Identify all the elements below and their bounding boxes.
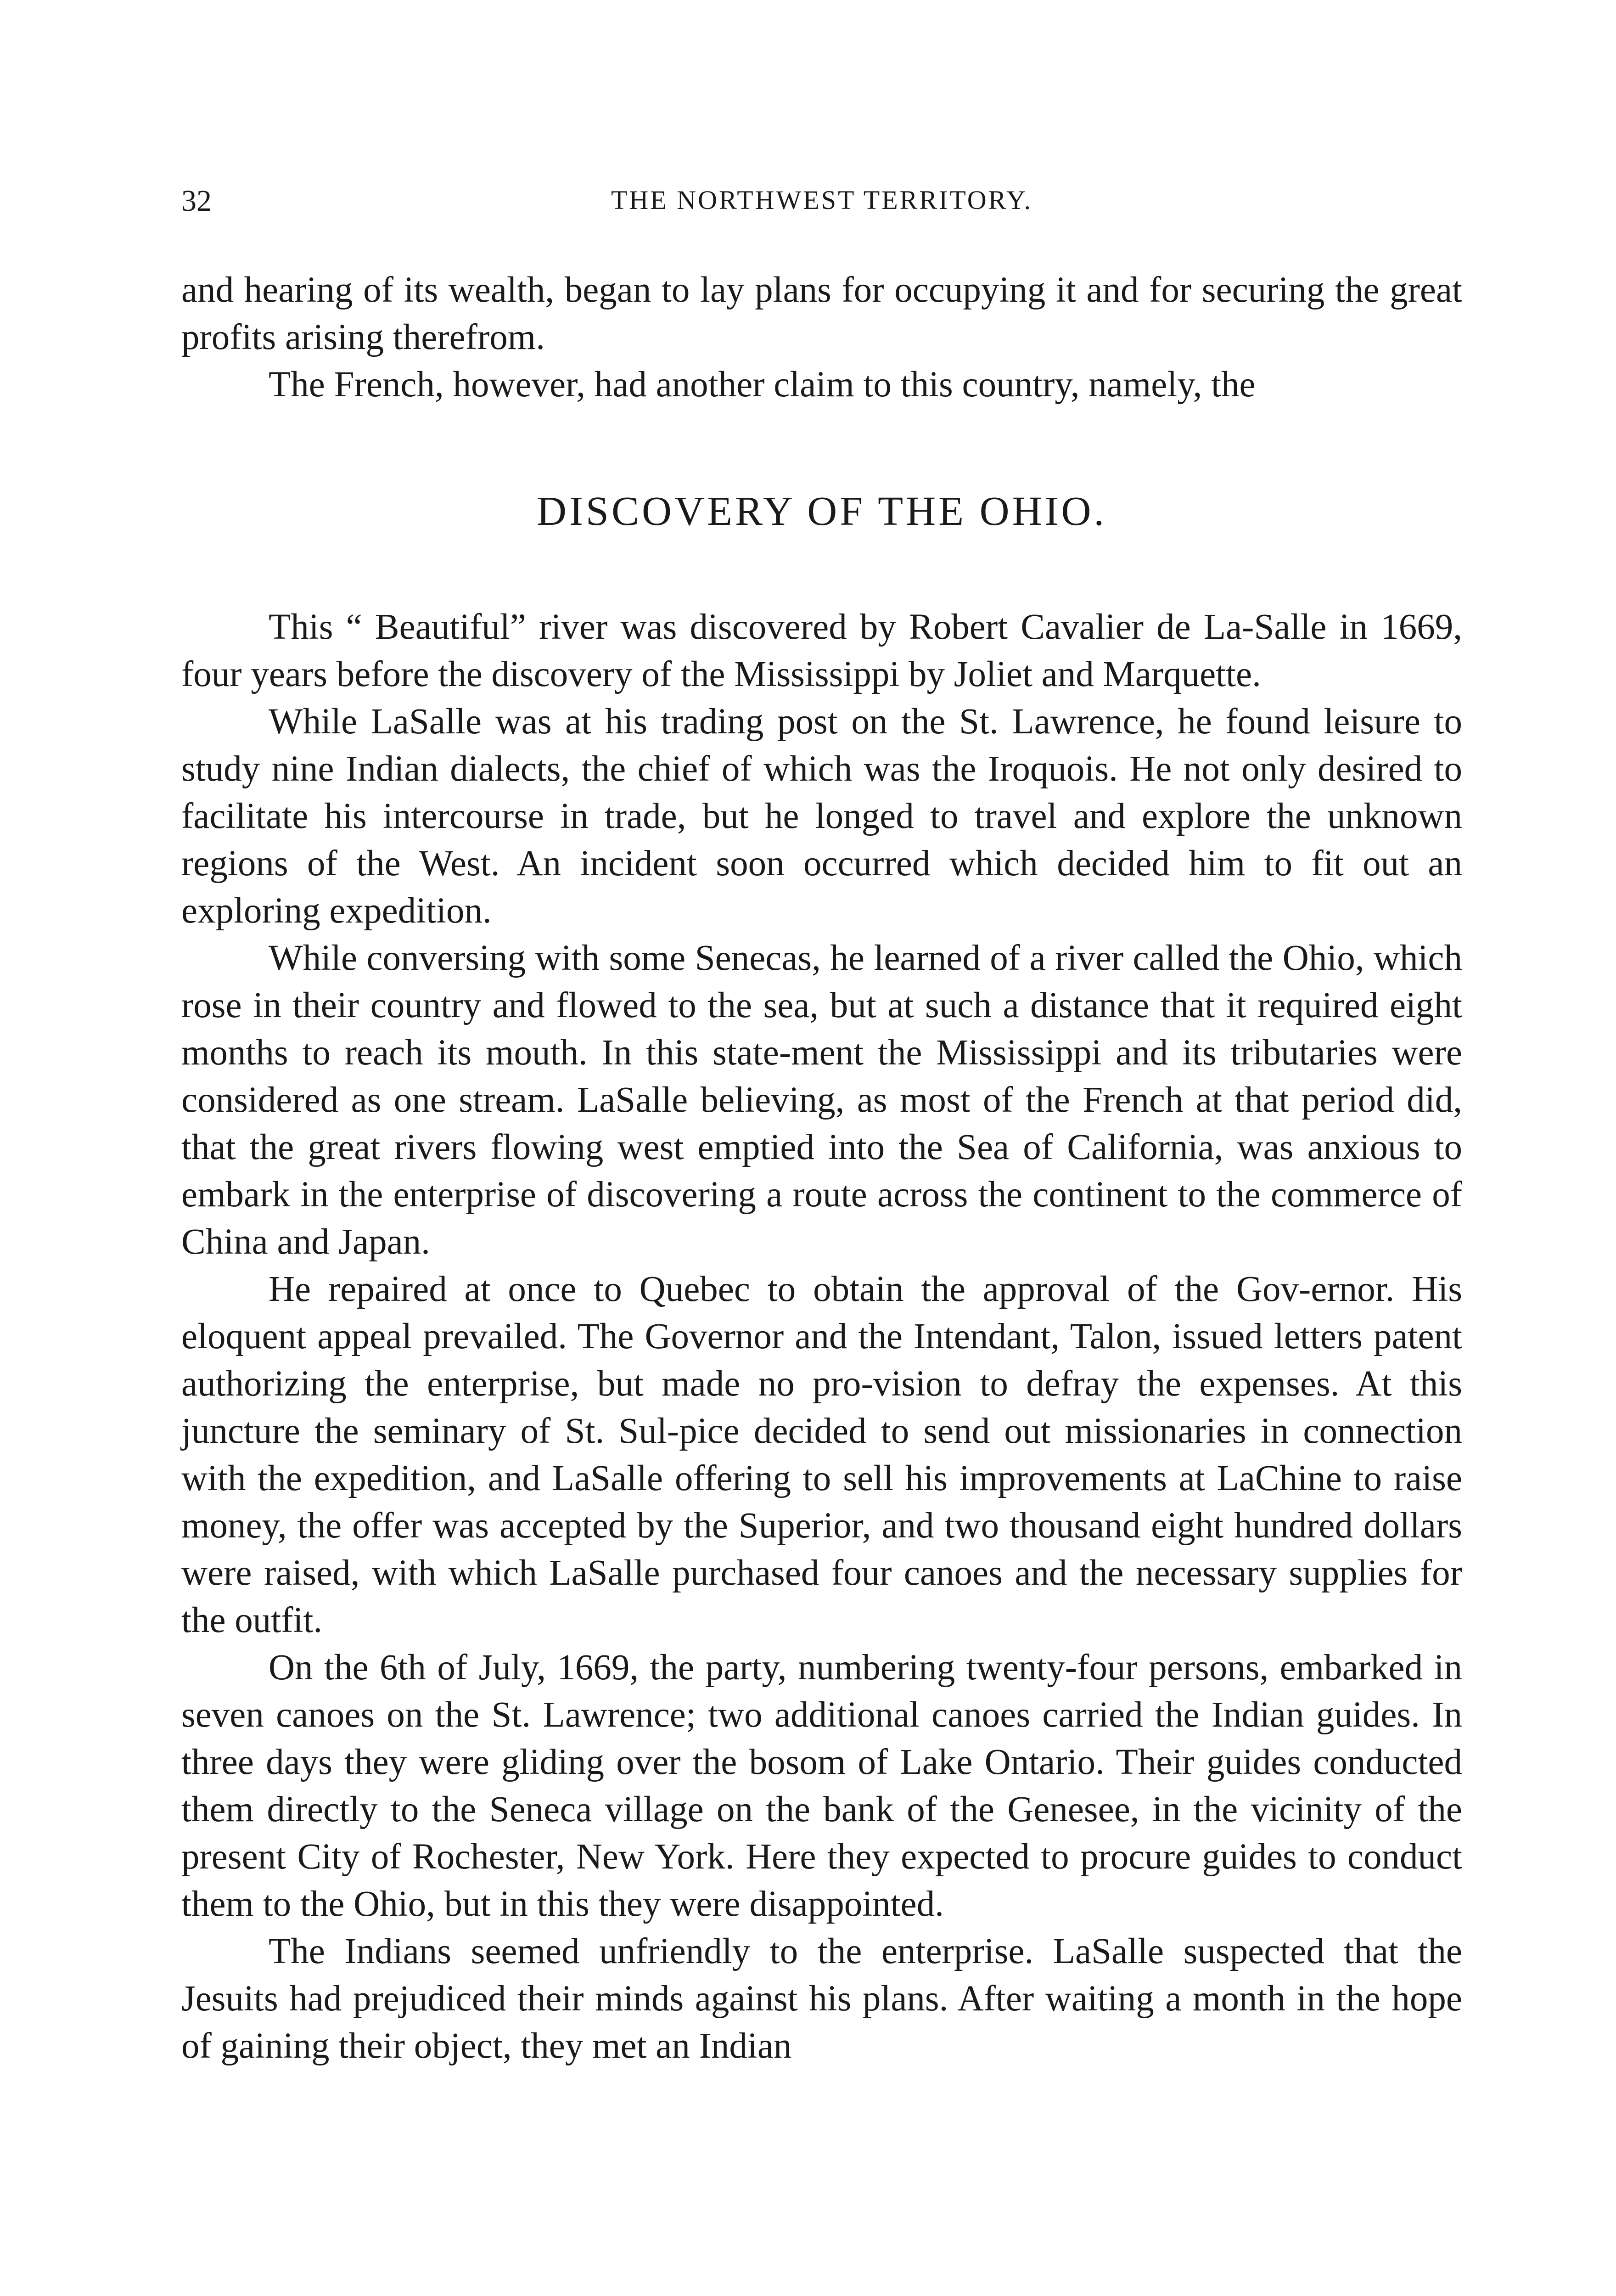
page-number: 32 (181, 184, 212, 218)
running-title: THE NORTHWEST TERRITORY. (611, 185, 1032, 215)
paragraph: He repaired at once to Quebec to obtain the approval of the Gov-ernor. His eloquent appeal prevailed. The Governor and the Intendant, Talon, issued letters patent authorizing the enterprise, but made no pro-vision to defray the expenses. At this juncture the seminary of St. Sul-pice decided to send out missionaries in connection with the expedition, and LaSalle offering to sell his improvements at LaChine to raise money, the offer was accepted by the Superior, and two thousand eight hundred dollars were raised, with which LaSalle purchased four canoes and the necessary supplies for the outfit. (181, 1269, 1462, 1640)
paragraph: On the 6th of July, 1669, the party, numbering twenty-four persons, embarked in seven canoes on the St. Lawrence; two additional canoes carried the Indian guides. In three days they were gliding over the bosom of Lake Ontario. Their guides conducted them directly to the Seneca village on the bank of the Genesee, in the vicinity of the present City of Rochester, New York. Here they expected to procure guides to conduct them to the Ohio, but in this they were disappointed. (181, 1648, 1462, 1924)
section-heading: DISCOVERY OF THE OHIO. (536, 489, 1107, 534)
paragraph: While conversing with some Senecas, he learned of a river called the Ohio, which rose in their country and flowed to the sea, but at such a distance that it required eight months to reach its mouth. In this state-ment the Mississippi and its tributaries were considered as one stream. LaSalle believing, as most of the French at that period did, that the great rivers flowing west emptied into the Sea of California, was anxious to embark in the enterprise of discovering a route across the continent to the commerce of China and Japan. (181, 938, 1462, 1262)
paragraph: The French, however, had another claim to this country, namely, the (269, 365, 1256, 405)
running-head (181, 184, 1462, 220)
paragraph: While LaSalle was at his trading post on the St. Lawrence, he found leisure to study nine Indian dialects, the chief of which was the Iroquois. He not only desired to facilitate his intercourse in trade, but he longed to travel and explore the unknown regions of the West. An incident soon occurred which decided him to fit out an exploring expedition. (181, 702, 1462, 931)
paragraph: This “ Beautiful” river was discovered by Robert Cavalier de La-Salle in 1669, four years before the discovery of the Mississippi by Joliet and Marquette. (181, 607, 1462, 694)
paragraph-continued: and hearing of its wealth, began to lay plans for occupying it and for securing the great profits arising therefrom. (181, 270, 1462, 357)
body-text (181, 266, 1462, 2070)
paragraph: The Indians seemed unfriendly to the enterprise. LaSalle suspected that the Jesuits had prejudiced their minds against his plans. After waiting a month in the hope of gaining their object, they met an Indian (181, 1931, 1462, 2066)
book-page (181, 184, 1462, 2070)
